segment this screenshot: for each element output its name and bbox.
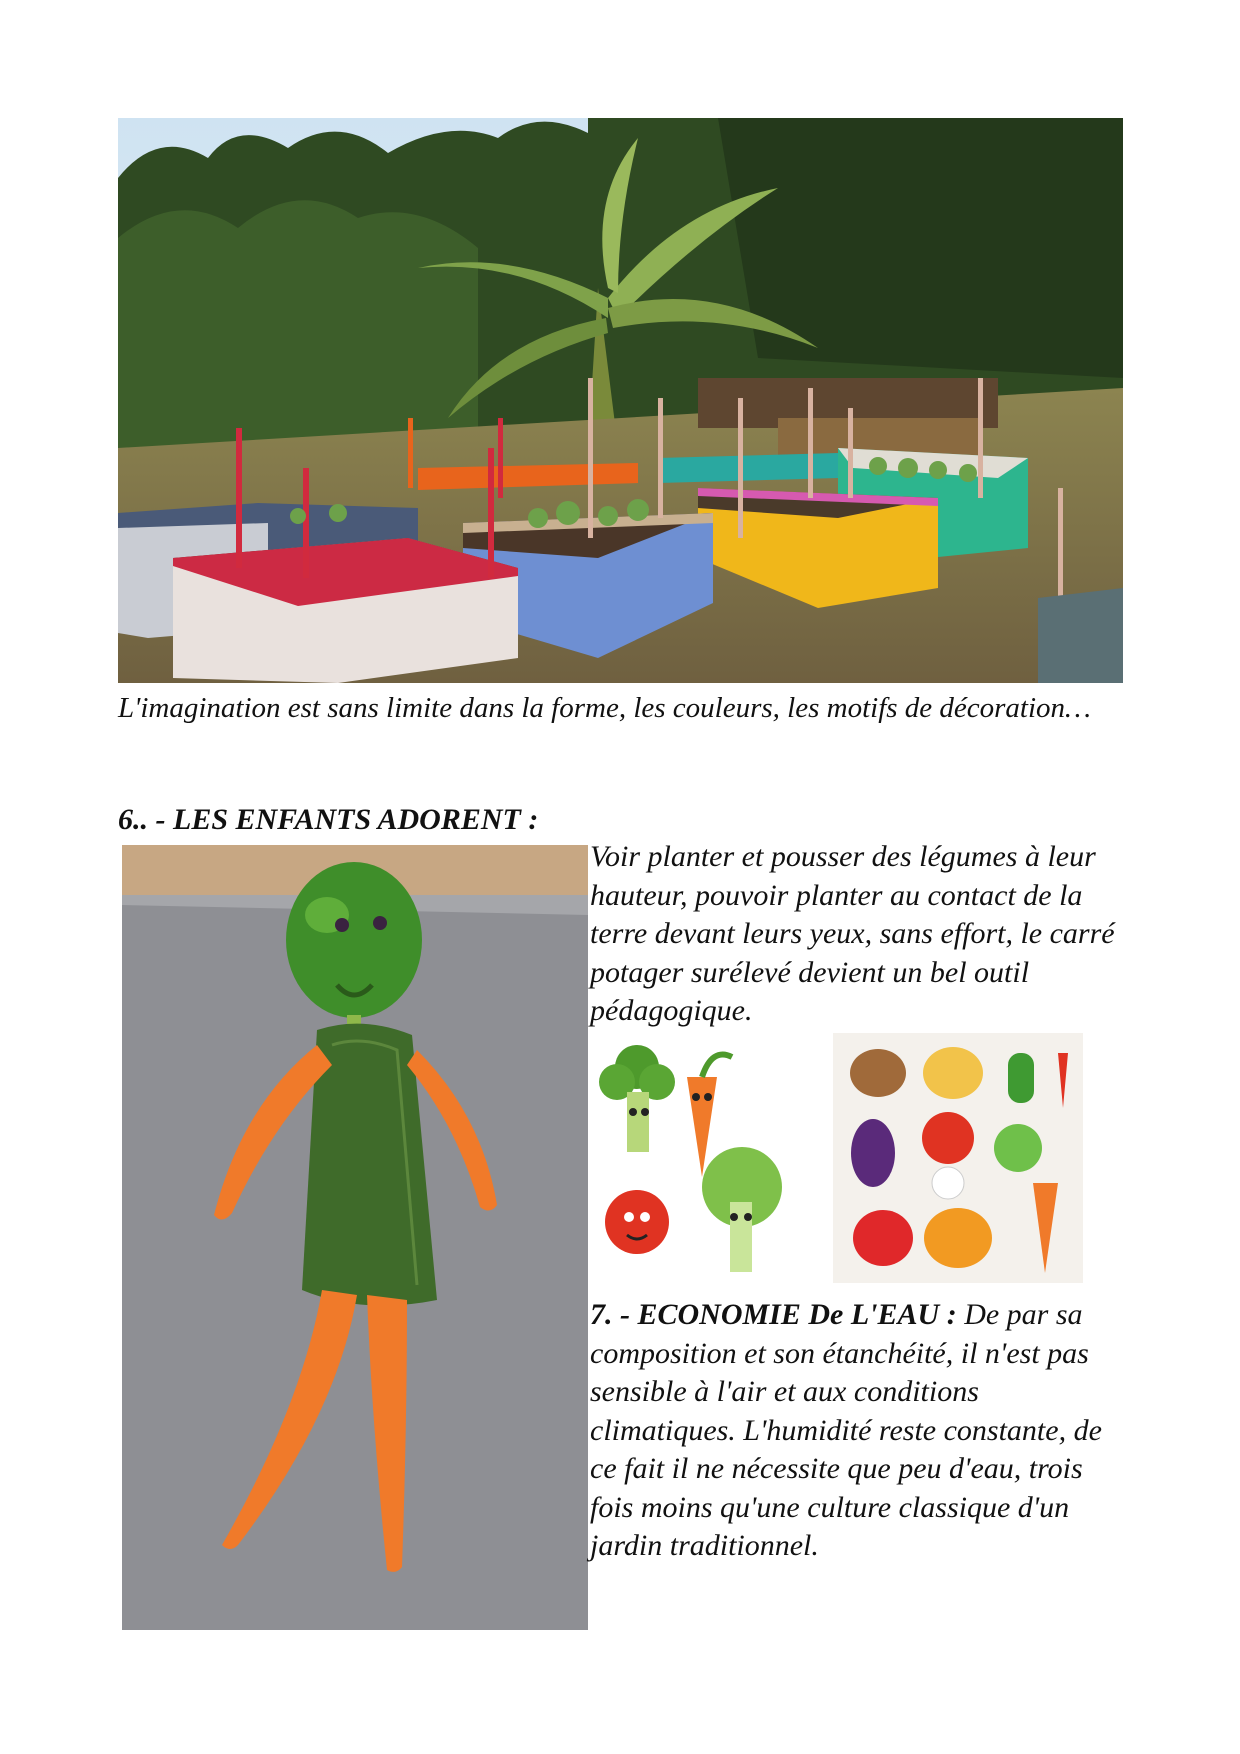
photo-caption: L'imagination est sans limite dans la forme, les couleurs, les motifs de décoration… xyxy=(118,692,1091,724)
section-6-text: Voir planter et pousser des légumes à leur hauteur, pouvoir planter au contact de la terre devant leurs yeux, sans effort, le carré potager surélevé devient un bel outil pédagogique. xyxy=(590,840,1115,1027)
cartoon-vegetables-image-1 xyxy=(592,1037,802,1287)
section-7-text xyxy=(590,1296,1120,1566)
section-7-body: De par sa composition et son étanchéité, il n'est pas sensible à l'air et aux conditions climatiques. L'humidité reste constante, de ce fait il ne nécessite que peu d'eau, trois fois moins qu'une culture classique d'un jardin traditionnel. xyxy=(590,1298,1102,1562)
garden-boxes-photo xyxy=(118,118,1123,683)
vegetable-figure-photo xyxy=(122,845,588,1630)
section-7-heading: 7. - ECONOMIE De L'EAU : xyxy=(590,1298,957,1331)
cartoon-vegetables-image-2 xyxy=(833,1033,1083,1283)
section-6-heading: 6.. - LES ENFANTS ADORENT : xyxy=(118,803,539,836)
